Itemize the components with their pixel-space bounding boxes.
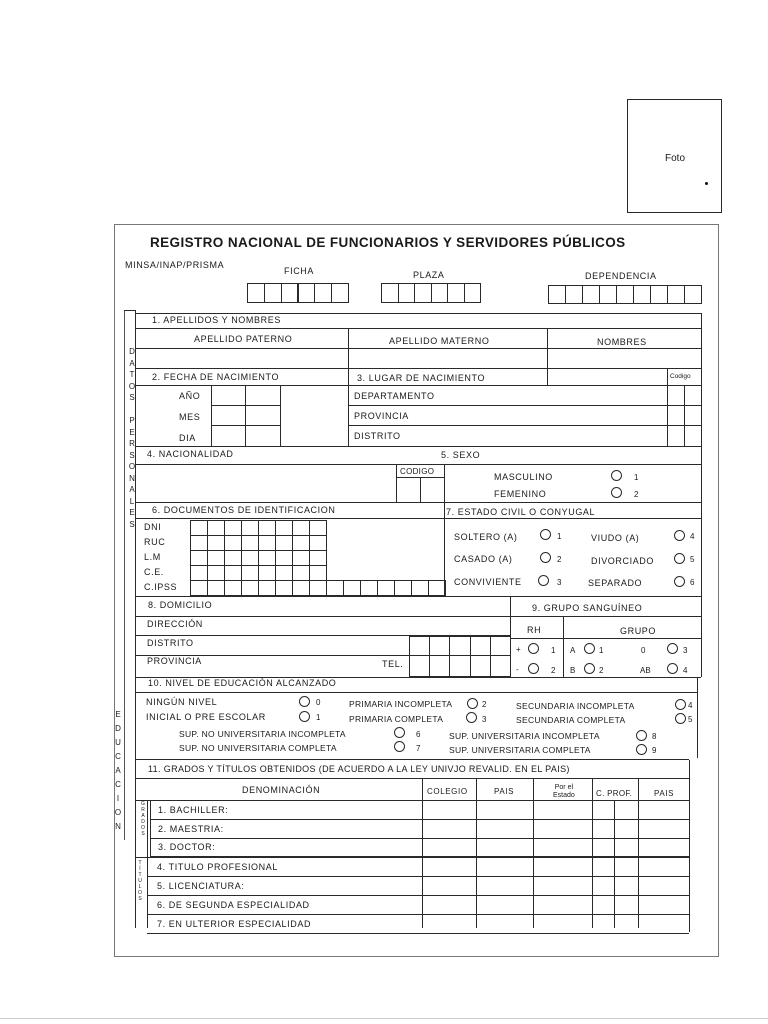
digit-box[interactable]: [331, 283, 349, 303]
viudo-num: 4: [690, 532, 695, 541]
separado-radio[interactable]: [674, 576, 685, 587]
digit-box[interactable]: [470, 636, 491, 677]
femenino-radio[interactable]: [611, 487, 622, 498]
sup-nu-inc-label: SUP. NO UNIVERSITARIA INCOMPLETA: [179, 729, 346, 739]
denominacion-header: DENOMINACIÓN: [242, 785, 321, 795]
telefono-field[interactable]: [409, 636, 510, 677]
rh-minus-num: 2: [551, 666, 556, 675]
doc-digit-box[interactable]: [241, 520, 259, 536]
photo-label: Foto: [665, 153, 686, 164]
anio-input[interactable]: [212, 386, 280, 405]
doc-digit-box[interactable]: [207, 550, 225, 566]
soltero-num: 1: [557, 532, 562, 541]
s3-codigo-label: Codigo: [670, 373, 691, 380]
grupo-a-radio[interactable]: [584, 643, 595, 654]
doc-digit-box[interactable]: [207, 580, 225, 596]
conviviente-label: CONVIVIENTE: [454, 577, 522, 587]
digit-box[interactable]: [599, 285, 617, 304]
rh-plus-num: 1: [551, 646, 556, 655]
grupo-label: GRUPO: [620, 626, 657, 636]
doc-digit-box[interactable]: [207, 565, 225, 581]
departamento-label: DEPARTAMENTO: [354, 391, 435, 401]
inicial-radio[interactable]: [299, 711, 310, 722]
doc-digit-box[interactable]: [258, 580, 276, 596]
grupo-a: A: [570, 646, 576, 655]
masculino-radio[interactable]: [611, 470, 622, 481]
doc-digit-box[interactable]: [292, 565, 310, 581]
s4-title: 4. NACIONALIDAD: [147, 449, 234, 459]
soltero-label: SOLTERO (A): [454, 532, 518, 542]
doc-digit-box[interactable]: [190, 535, 208, 551]
doc-digit-box[interactable]: [343, 580, 361, 596]
side-datos-personales: D A T O S P E R S O N A L E S: [128, 347, 136, 529]
conviviente-radio[interactable]: [538, 575, 549, 586]
digit-box[interactable]: [565, 285, 583, 304]
doc-digit-box[interactable]: [258, 550, 276, 566]
titulos-side-label: T Í T U L O S: [138, 860, 142, 902]
sup-nu-inc-radio[interactable]: [394, 727, 405, 738]
doc-label-1: RUC: [144, 537, 166, 547]
doc-digit-box[interactable]: [292, 580, 310, 596]
doc-digit-box[interactable]: [411, 580, 429, 596]
dependencia-label: DEPENDENCIA: [585, 271, 657, 281]
por-estado-header: Por el Estado: [553, 784, 575, 799]
grupo-b-radio[interactable]: [584, 663, 595, 674]
domicilio-distrito-input[interactable]: [220, 636, 408, 653]
digit-box[interactable]: [490, 636, 511, 677]
doc-digit-box[interactable]: [224, 520, 242, 536]
femenino-num: 2: [634, 490, 639, 499]
doc-digit-box[interactable]: [309, 520, 327, 536]
documents-grid[interactable]: [190, 520, 444, 596]
rh-plus-radio[interactable]: [528, 643, 539, 654]
s9-title: 9. GRUPO SANGUÍNEO: [532, 603, 643, 613]
doc-digit-box[interactable]: [224, 535, 242, 551]
s3-title: 3. LUGAR DE NACIMIENTO: [357, 373, 486, 383]
rh-plus: +: [516, 645, 521, 654]
doc-digit-box[interactable]: [207, 535, 225, 551]
sup-u-inc-num: 8: [652, 732, 657, 741]
domicilio-provincia-input[interactable]: [220, 656, 378, 675]
doc-digit-box[interactable]: [224, 580, 242, 596]
doc-digit-box[interactable]: [275, 520, 293, 536]
ficha-field[interactable]: [247, 283, 348, 303]
tel-label: TEL.: [382, 659, 404, 669]
doc-digit-box[interactable]: [309, 565, 327, 581]
rh-label: RH: [527, 625, 542, 635]
doc-digit-box[interactable]: [190, 520, 208, 536]
digit-box[interactable]: [247, 283, 265, 303]
domicilio-provincia-label: PROVINCIA: [147, 656, 202, 666]
doc-digit-box[interactable]: [258, 565, 276, 581]
sec-inc-num: 4: [688, 701, 693, 710]
doc-digit-box[interactable]: [258, 520, 276, 536]
distrito-label: DISTRITO: [354, 431, 401, 441]
digit-box[interactable]: [264, 283, 282, 303]
sup-u-com-num: 9: [652, 746, 657, 755]
grupo-o-radio[interactable]: [667, 643, 678, 654]
mes-label: MES: [179, 412, 201, 422]
masculino-label: MASCULINO: [494, 472, 553, 482]
sec-com-radio[interactable]: [675, 713, 686, 724]
femenino-label: FEMENINO: [494, 489, 547, 499]
grupo-o-num: 3: [683, 646, 688, 655]
domicilio-distrito-label: DISTRITO: [147, 638, 194, 648]
doc-digit-box[interactable]: [241, 535, 259, 551]
photo-dot: [705, 182, 708, 185]
sup-nu-inc-num: 6: [416, 730, 421, 739]
digit-box[interactable]: [464, 283, 482, 303]
prim-inc-label: PRIMARIA INCOMPLETA: [349, 699, 453, 709]
grupo-b-num: 2: [599, 666, 604, 675]
sup-u-com-label: SUP. UNIVERSITARIA COMPLETA: [449, 745, 591, 755]
doc-digit-box[interactable]: [377, 580, 395, 596]
nombres-label: NOMBRES: [597, 337, 647, 347]
doc-digit-box[interactable]: [428, 580, 446, 596]
doc-digit-box[interactable]: [309, 550, 327, 566]
doc-label-4: C.IPSS: [144, 582, 178, 592]
apellido-materno-input[interactable]: [349, 349, 546, 368]
s2-title: 2. FECHA DE NACIMIENTO: [152, 372, 280, 382]
grados-side-label: G R A D O S: [141, 801, 145, 837]
doc-label-3: C.E.: [144, 567, 164, 577]
inicial-num: 1: [316, 713, 321, 722]
dependencia-field[interactable]: [548, 285, 701, 304]
pais2-header: PAIS: [654, 789, 675, 798]
doc-digit-box[interactable]: [275, 550, 293, 566]
casado-num: 2: [557, 555, 562, 564]
s10-title: 10. NIVEL DE EDUCACIÓN ALCANZADO: [148, 678, 337, 688]
digit-box[interactable]: [409, 636, 430, 677]
doc-digit-box[interactable]: [190, 580, 208, 596]
digit-box[interactable]: [650, 285, 668, 304]
s11-title: 11. GRADOS Y TÍTULOS OBTENIDOS (DE ACUERDO A LA LEY UNIVJO REVALID. EN EL PAIS): [148, 764, 570, 774]
sup-u-inc-label: SUP. UNIVERSITARIA INCOMPLETA: [449, 731, 600, 741]
s1-title: 1. APELLIDOS Y NOMBRES: [152, 315, 281, 325]
doc-label-2: L.M: [144, 552, 161, 562]
viudo-radio[interactable]: [674, 530, 685, 541]
masculino-num: 1: [634, 473, 639, 482]
digit-box[interactable]: [381, 283, 399, 303]
rh-minus: -: [516, 665, 519, 674]
soltero-radio[interactable]: [540, 529, 551, 540]
prim-inc-num: 2: [482, 700, 487, 709]
ninguno-label: NINGÚN NIVEL: [146, 697, 218, 707]
doc-digit-box[interactable]: [275, 580, 293, 596]
sup-nu-com-radio[interactable]: [394, 741, 405, 752]
titulo-row-6: 6. DE SEGUNDA ESPECIALIDAD: [157, 900, 310, 910]
plaza-label: PLAZA: [413, 270, 445, 280]
conviviente-num: 3: [557, 578, 562, 587]
sec-inc-label: SECUNDARIA INCOMPLETA: [516, 701, 635, 711]
viudo-label: VIUDO (A): [591, 533, 640, 543]
s5-title: 5. SEXO: [441, 450, 481, 460]
grado-row-2: 2. MAESTRIA:: [158, 824, 224, 834]
doc-digit-box[interactable]: [207, 520, 225, 536]
titulo-row-7: 7. EN ULTERIOR ESPECIALIDAD: [157, 919, 312, 929]
prim-com-label: PRIMARIA COMPLETA: [349, 714, 444, 724]
grupo-ab-num: 4: [683, 666, 688, 675]
sec-com-label: SECUNDARIA COMPLETA: [516, 715, 626, 725]
prim-inc-radio[interactable]: [467, 698, 478, 709]
digit-box[interactable]: [398, 283, 416, 303]
dia-input[interactable]: [212, 426, 280, 445]
digit-box[interactable]: [449, 636, 470, 677]
digit-box[interactable]: [314, 283, 332, 303]
doc-digit-box[interactable]: [241, 580, 259, 596]
provincia-input[interactable]: [445, 406, 666, 425]
sec-inc-radio[interactable]: [675, 699, 686, 710]
grupo-a-num: 1: [599, 646, 604, 655]
anio-label: AÑO: [179, 391, 201, 401]
grupo-ab-radio[interactable]: [667, 663, 678, 674]
provincia-label: PROVINCIA: [354, 411, 409, 421]
colegio-header: COLEGIO: [427, 787, 468, 796]
casado-label: CASADO (A): [454, 554, 513, 564]
grupo-o: 0: [641, 646, 646, 655]
plaza-field[interactable]: [381, 283, 480, 303]
c-prof-header: C. PROF.: [596, 789, 633, 798]
departamento-input[interactable]: [445, 386, 666, 405]
digit-box[interactable]: [633, 285, 651, 304]
digit-box[interactable]: [281, 283, 299, 303]
doc-digit-box[interactable]: [309, 535, 327, 551]
doc-digit-box[interactable]: [275, 565, 293, 581]
s8-title: 8. DOMICILIO: [148, 600, 213, 610]
pais-header: PAIS: [494, 787, 515, 796]
digit-box[interactable]: [447, 283, 465, 303]
ninguno-num: 0: [316, 698, 321, 707]
digit-box[interactable]: [667, 285, 685, 304]
nacionalidad-input[interactable]: [136, 465, 395, 501]
sup-nu-com-label: SUP. NO UNIVERSITARIA COMPLETA: [179, 743, 337, 753]
dia-label: DIA: [179, 433, 196, 443]
ninguno-radio[interactable]: [299, 696, 310, 707]
doc-digit-box[interactable]: [292, 550, 310, 566]
digit-box[interactable]: [616, 285, 634, 304]
digit-box[interactable]: [431, 283, 449, 303]
separado-label: SEPARADO: [588, 578, 643, 588]
grupo-ab: AB: [640, 666, 651, 675]
grupo-b: B: [570, 666, 576, 675]
doc-digit-box[interactable]: [394, 580, 412, 596]
digit-box[interactable]: [684, 285, 702, 304]
titulo-row-5: 5. LICENCIATURA:: [157, 881, 245, 891]
digit-box[interactable]: [414, 283, 432, 303]
separado-num: 6: [690, 578, 695, 587]
doc-digit-box[interactable]: [275, 535, 293, 551]
divorciado-num: 5: [690, 555, 695, 564]
distrito-input[interactable]: [445, 426, 666, 445]
mes-input[interactable]: [212, 406, 280, 425]
prim-com-num: 3: [482, 715, 487, 724]
org-code: MINSA/INAP/PRISMA: [125, 260, 225, 270]
direccion-label: DIRECCIÓN: [147, 619, 203, 629]
sup-u-inc-radio[interactable]: [636, 730, 647, 741]
sec-com-num: 5: [688, 715, 693, 724]
digit-box[interactable]: [298, 283, 316, 303]
inicial-label: INICIAL O PRE ESCOLAR: [146, 712, 266, 722]
apellido-materno-label: APELLIDO MATERNO: [389, 336, 490, 346]
grado-row-1: 1. BACHILLER:: [158, 805, 229, 815]
doc-digit-box[interactable]: [326, 580, 344, 596]
doc-digit-box[interactable]: [224, 550, 242, 566]
apellido-paterno-label: APELLIDO PATERNO: [194, 334, 293, 344]
doc-digit-box[interactable]: [241, 565, 259, 581]
doc-label-0: DNI: [144, 522, 162, 532]
digit-box[interactable]: [548, 285, 566, 304]
side-educacion: E D U C A C I O N: [114, 710, 122, 831]
doc-digit-box[interactable]: [190, 565, 208, 581]
doc-digit-box[interactable]: [241, 550, 259, 566]
direccion-input[interactable]: [220, 617, 508, 634]
photo-box[interactable]: [627, 99, 722, 213]
doc-digit-box[interactable]: [292, 535, 310, 551]
s7-title: 7. ESTADO CIVIL O CONYUGAL: [446, 507, 596, 517]
doc-digit-box[interactable]: [258, 535, 276, 551]
casado-radio[interactable]: [540, 552, 551, 563]
divorciado-radio[interactable]: [674, 553, 685, 564]
doc-digit-box[interactable]: [360, 580, 378, 596]
grado-row-3: 3. DOCTOR:: [158, 842, 216, 852]
prim-com-radio[interactable]: [466, 712, 477, 723]
doc-digit-box[interactable]: [190, 550, 208, 566]
sup-nu-com-num: 7: [416, 744, 421, 753]
doc-digit-box[interactable]: [224, 565, 242, 581]
divorciado-label: DIVORCIADO: [591, 556, 655, 566]
apellido-paterno-input[interactable]: [136, 349, 347, 368]
sup-u-com-radio[interactable]: [636, 744, 647, 755]
ficha-label: FICHA: [284, 266, 314, 276]
digit-box[interactable]: [582, 285, 600, 304]
digit-box[interactable]: [429, 636, 450, 677]
s6-title: 6. DOCUMENTOS DE IDENTIFICACION: [152, 505, 336, 515]
doc-digit-box[interactable]: [292, 520, 310, 536]
titulo-row-4: 4. TITULO PROFESIONAL: [157, 862, 278, 872]
form-title: REGISTRO NACIONAL DE FUNCIONARIOS Y SERVIDORES PÚBLICOS: [150, 235, 626, 250]
nacionalidad-codigo-label: CODIGO: [400, 467, 435, 476]
rh-minus-radio[interactable]: [528, 663, 539, 674]
nombres-input[interactable]: [548, 349, 700, 368]
doc-digit-box[interactable]: [309, 580, 327, 596]
